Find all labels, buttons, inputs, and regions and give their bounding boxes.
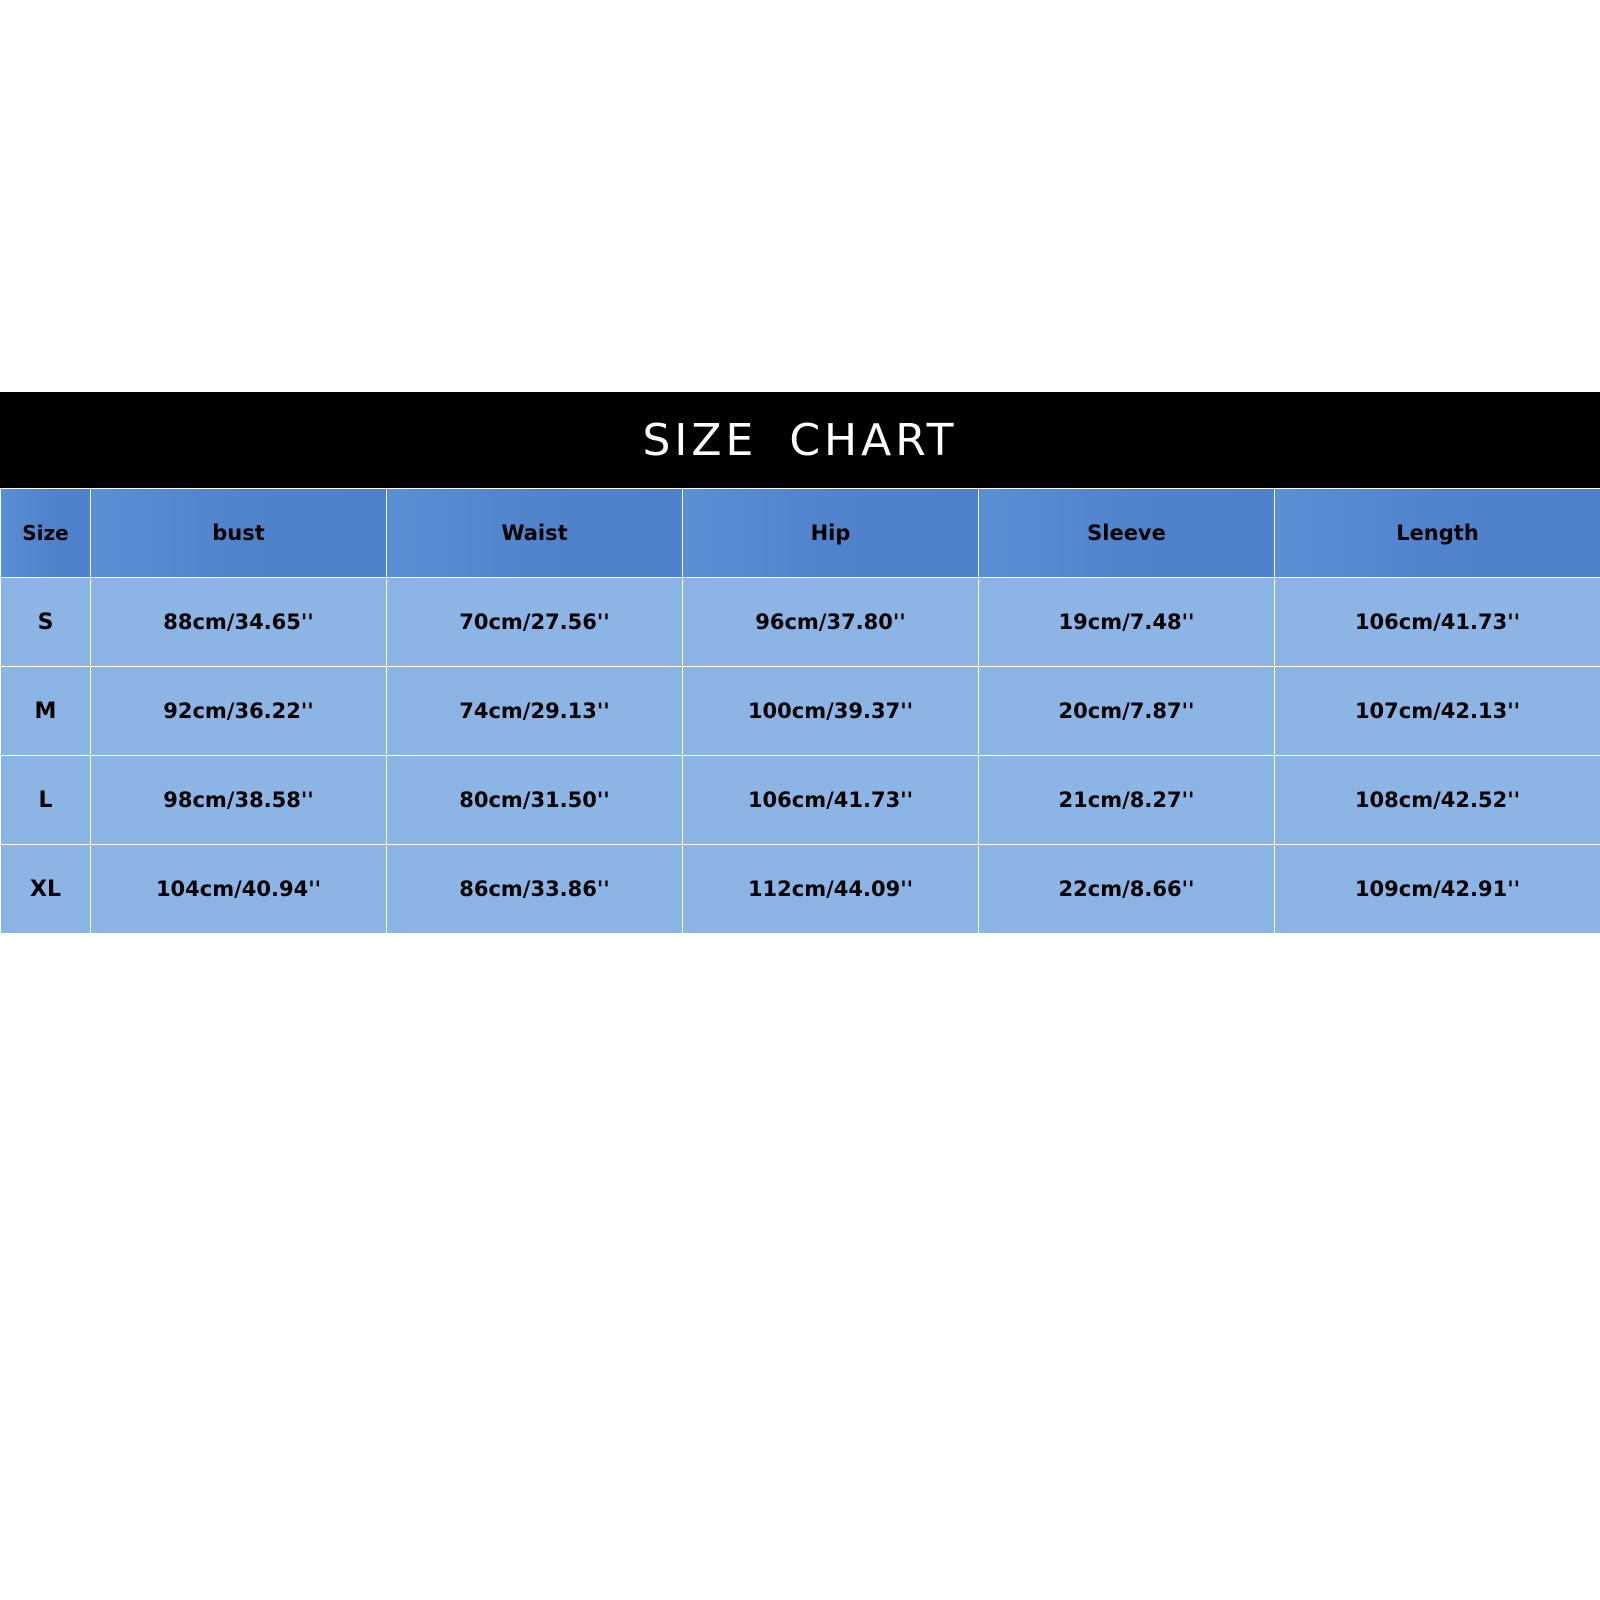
cell-waist: 80cm/31.50'' [387, 756, 683, 845]
cell-waist: 70cm/27.56'' [387, 578, 683, 667]
size-chart-table [0, 488, 1600, 934]
table-row [1, 845, 1600, 934]
cell-bust: 88cm/34.65'' [91, 578, 387, 667]
cell-waist: 74cm/29.13'' [387, 667, 683, 756]
page-title: SIZE CHART [642, 414, 958, 466]
cell-hip: 106cm/41.73'' [683, 756, 979, 845]
column-header-hip: Hip [683, 489, 979, 578]
cell-length: 106cm/41.73'' [1275, 578, 1600, 667]
chart-title-bar [0, 392, 1600, 488]
cell-sleeve: 20cm/7.87'' [979, 667, 1275, 756]
cell-bust: 92cm/36.22'' [91, 667, 387, 756]
column-header-size: Size [1, 489, 91, 578]
column-header-length: Length [1275, 489, 1600, 578]
cell-size: M [1, 667, 91, 756]
cell-sleeve: 19cm/7.48'' [979, 578, 1275, 667]
cell-hip: 112cm/44.09'' [683, 845, 979, 934]
cell-size: L [1, 756, 91, 845]
cell-size: XL [1, 845, 91, 934]
cell-sleeve: 22cm/8.66'' [979, 845, 1275, 934]
table-row [1, 667, 1600, 756]
cell-length: 109cm/42.91'' [1275, 845, 1600, 934]
cell-hip: 96cm/37.80'' [683, 578, 979, 667]
cell-size: S [1, 578, 91, 667]
size-chart [0, 392, 1600, 934]
table-row [1, 756, 1600, 845]
cell-length: 108cm/42.52'' [1275, 756, 1600, 845]
cell-bust: 98cm/38.58'' [91, 756, 387, 845]
column-header-waist: Waist [387, 489, 683, 578]
table-header-row [1, 489, 1600, 578]
table-row [1, 578, 1600, 667]
cell-hip: 100cm/39.37'' [683, 667, 979, 756]
cell-bust: 104cm/40.94'' [91, 845, 387, 934]
column-header-bust: bust [91, 489, 387, 578]
column-header-sleeve: Sleeve [979, 489, 1275, 578]
cell-length: 107cm/42.13'' [1275, 667, 1600, 756]
cell-sleeve: 21cm/8.27'' [979, 756, 1275, 845]
cell-waist: 86cm/33.86'' [387, 845, 683, 934]
